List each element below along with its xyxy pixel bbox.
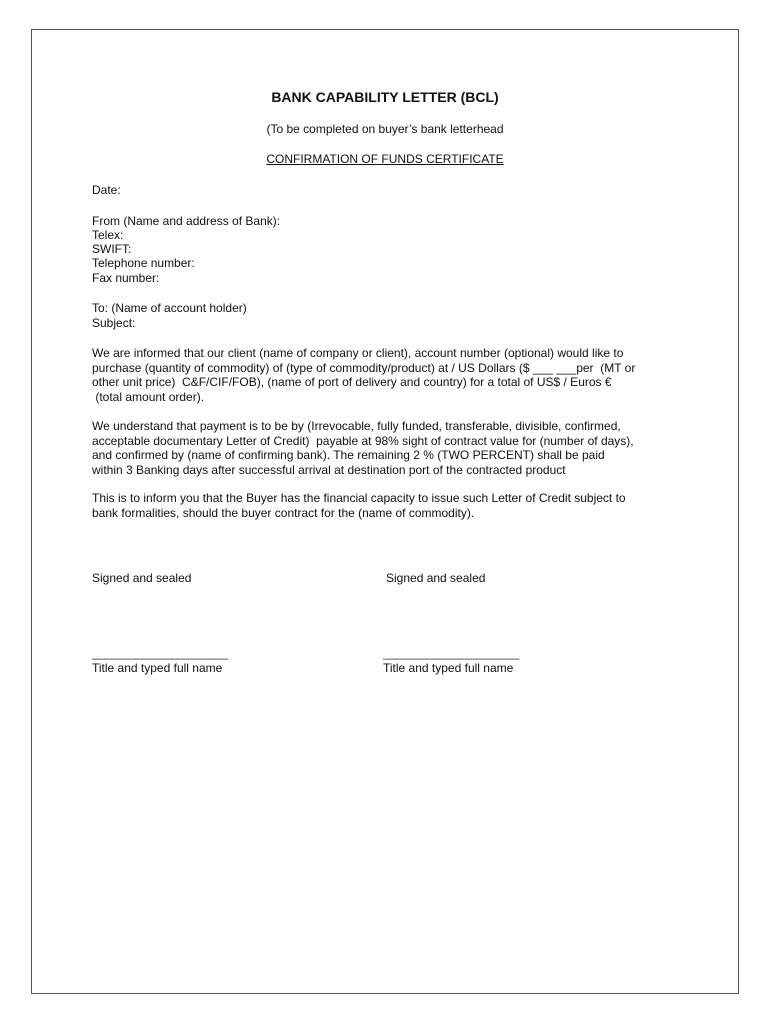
from-field: From (Name and address of Bank):	[92, 214, 281, 228]
telephone-field: Telephone number:	[92, 256, 195, 270]
subject-field: Subject:	[92, 316, 136, 330]
paragraph-line: We are informed that our client (name of company or client), account number (optional) would like to	[92, 346, 624, 360]
paragraph-line: within 3 Banking days after successful arrival at destination port of the contracted product	[92, 462, 566, 477]
paragraph-line: purchase (quantity of commodity) of (type of commodity/product) at / US Dollars ($ ___ ___per (MT or	[92, 360, 636, 375]
right-signature-line: ______________________	[383, 646, 519, 660]
swift-field: SWIFT:	[92, 242, 132, 256]
paragraph-line: other unit price) C&F/CIF/FOB), (name of port of delivery and country) for a total of US$ / Euros €	[92, 375, 612, 390]
paragraph-line: This is to inform you that the Buyer has the financial capacity to issue such Letter of Credit subject to	[92, 491, 626, 505]
document-page	[31, 29, 739, 994]
to-field: To: (Name of account holder)	[92, 301, 247, 315]
left-signed-sealed: Signed and sealed	[92, 571, 192, 585]
paragraph-line: acceptable documentary Letter of Credit) payable at 98% sight of contract value for (number of days),	[92, 433, 634, 448]
paragraph-line: and confirmed by (name of confirming bank). The remaining 2 % (TWO PERCENT) shall be paid	[92, 448, 605, 463]
certificate-heading	[32, 152, 738, 166]
date-field: Date:	[92, 183, 121, 197]
paragraph-capacity	[92, 491, 692, 520]
telex-field: Telex:	[92, 228, 124, 242]
fax-field: Fax number:	[92, 271, 160, 285]
certificate-heading-text: CONFIRMATION OF FUNDS CERTIFICATE	[266, 152, 504, 166]
paragraph-line: bank formalities, should the buyer contract for the (name of commodity).	[92, 505, 475, 520]
left-signature-line: ______________________	[92, 646, 228, 660]
letterhead-note: (To be completed on buyer’s bank letterhead	[266, 122, 504, 136]
paragraph-payment	[92, 419, 692, 477]
right-signed-sealed: Signed and sealed	[386, 571, 486, 585]
paragraph-purchase	[92, 346, 692, 404]
right-title-name: Title and typed full name	[383, 661, 514, 675]
paragraph-line: We understand that payment is to be by (Irrevocable, fully funded, transferable, divisible, confirmed,	[92, 419, 621, 433]
left-title-name: Title and typed full name	[92, 661, 223, 675]
paragraph-line: (total amount order).	[92, 389, 205, 404]
document-title: BANK CAPABILITY LETTER (BCL)	[271, 89, 499, 105]
